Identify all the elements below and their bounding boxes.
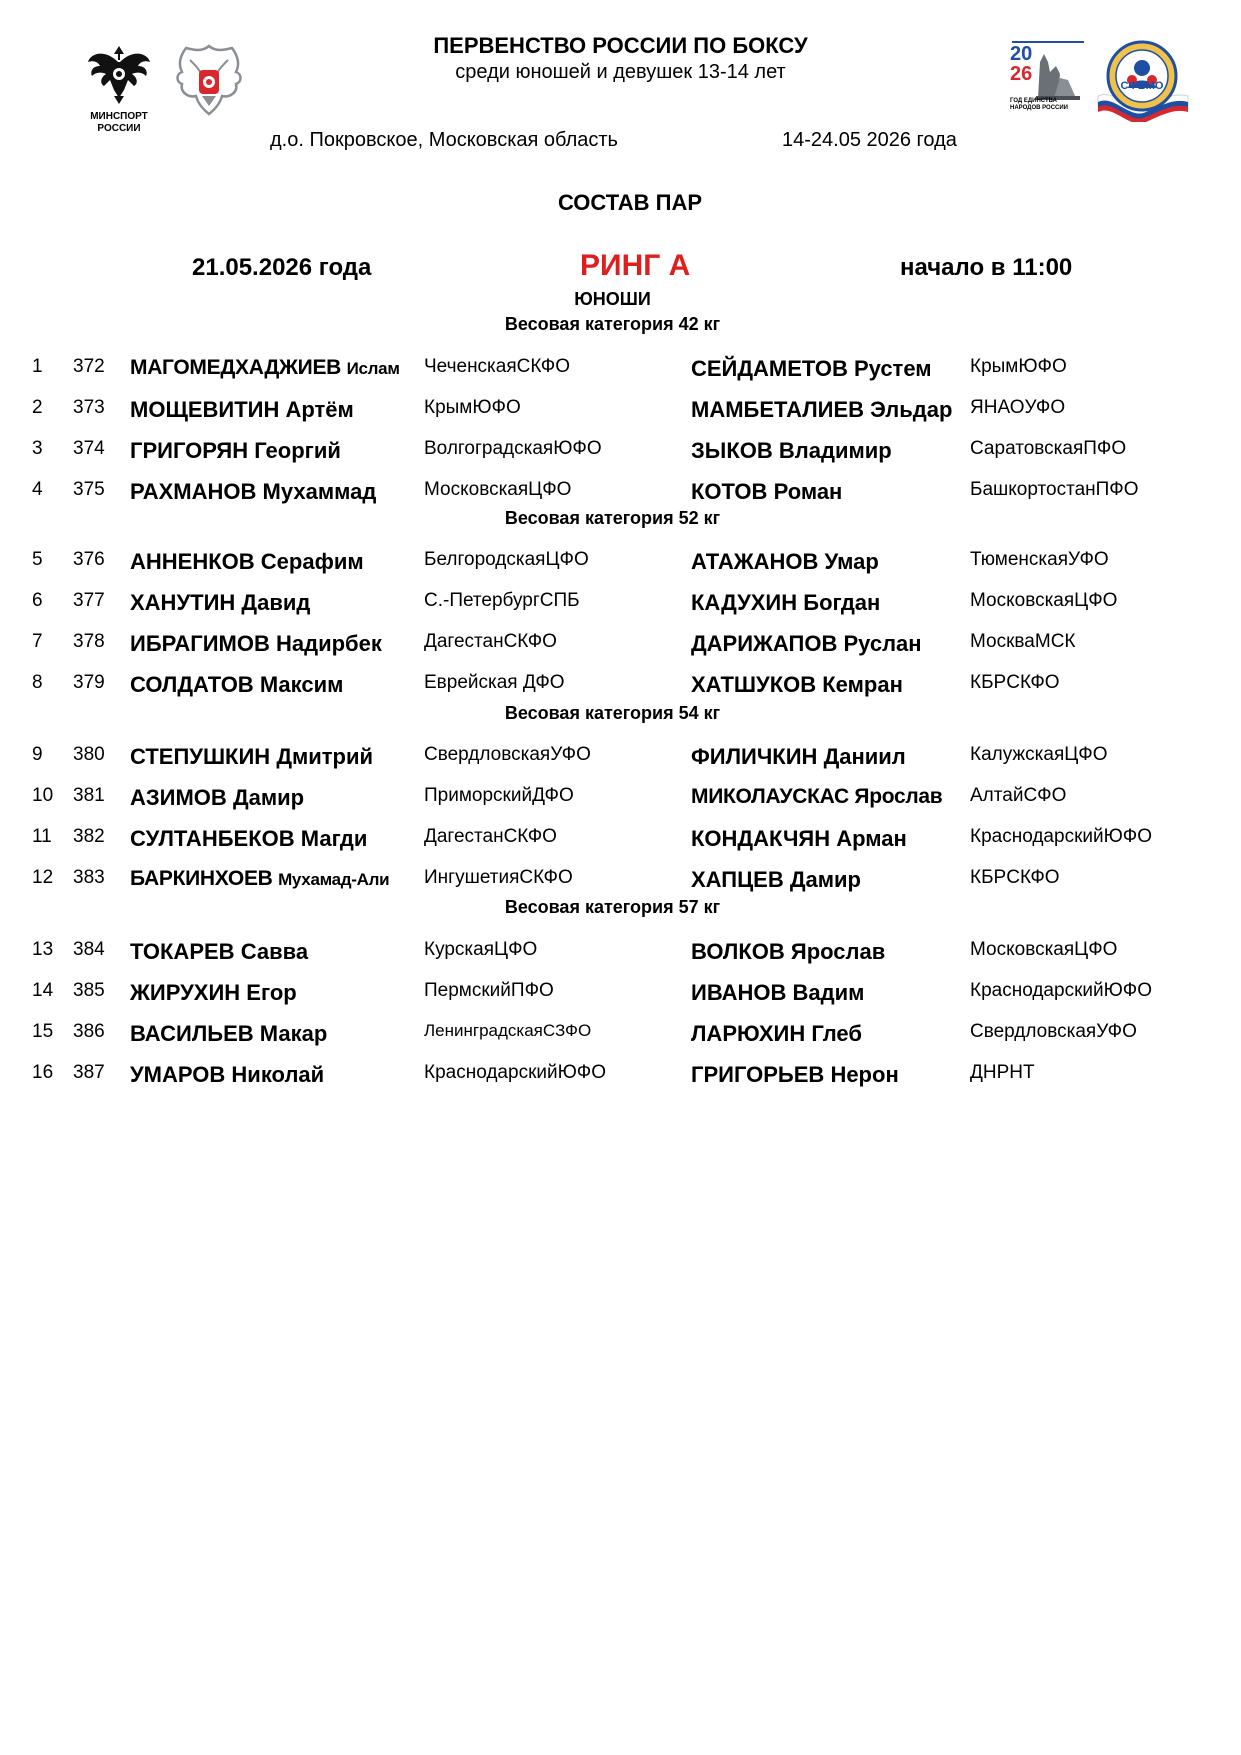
boxer2-firstname: Ярослав [790, 939, 886, 964]
boxer1-surname: УМАРОВ [130, 1062, 226, 1087]
boxer2-region [970, 590, 1117, 612]
boxer2-district: НТ [1009, 1062, 1035, 1083]
bout-row [0, 867, 1241, 897]
boxer2-region-name: Крым [970, 356, 1019, 377]
bout-number: 12 [32, 867, 54, 888]
boxer1-surname: МОЩЕВИТИН [130, 397, 280, 422]
boxer1-firstname: Савва [240, 939, 309, 964]
boxer2-region-name: КБР [970, 672, 1007, 693]
boxer1-region [424, 826, 557, 848]
boxer1-region-name: Еврейская [424, 672, 518, 693]
boxer2-name [691, 438, 892, 464]
boxer1-surname: ВАСИЛЬЕВ [130, 1021, 254, 1046]
boxer2-name [691, 1021, 862, 1047]
boxer2-name [691, 1062, 899, 1088]
boxer1-region-name: Дагестан [424, 631, 504, 652]
boxer1-name [130, 826, 367, 852]
boxer2-region-name: ЯНАО [970, 397, 1025, 418]
boxer2-district: ЮФО [1103, 826, 1153, 847]
bout-id: 376 [73, 549, 105, 570]
boxer2-region [970, 744, 1108, 766]
boxer1-region [424, 438, 602, 460]
boxer1-surname: ГРИГОРЯН [130, 438, 249, 463]
bout-number: 1 [32, 356, 43, 377]
boxer2-region-name: Москва [970, 631, 1035, 652]
boxer2-district: СФО [1023, 785, 1067, 806]
boxer1-firstname: Николай [231, 1062, 325, 1087]
boxer1-name [130, 1021, 327, 1047]
bout-id: 384 [73, 939, 105, 960]
boxer2-surname: МИКОЛАУСКАС [691, 785, 849, 808]
boxer2-district: ПФО [1095, 479, 1139, 500]
boxer1-surname: РАХМАНОВ [130, 479, 257, 504]
ring-label: РИНГ А [580, 249, 691, 282]
boxer2-firstname: Рустем [853, 356, 932, 381]
bout-number: 13 [32, 939, 54, 960]
bout-id: 374 [73, 438, 105, 459]
federation-abbr: СФБМО [1120, 80, 1164, 92]
boxer1-firstname: Надирбек [276, 631, 382, 656]
boxer2-firstname: Ярослав [854, 785, 943, 808]
bout-row [0, 631, 1241, 661]
boxer2-surname: КОНДАКЧЯН [691, 826, 831, 851]
boxer2-name [691, 397, 952, 423]
boxer2-region-name: Свердловская [970, 1021, 1097, 1042]
boxer1-surname: СУЛТАНБЕКОВ [130, 826, 295, 851]
boxer2-region [970, 1021, 1137, 1043]
boxer2-region [970, 479, 1139, 501]
boxer1-region-name: Пермский [424, 980, 511, 1001]
boxer1-region [424, 479, 571, 501]
boxer2-name [691, 356, 932, 382]
boxer2-region-name: Тюменская [970, 549, 1069, 570]
boxer1-district: ПФО [510, 980, 554, 1001]
bout-row [0, 1062, 1241, 1092]
boxer1-region [424, 867, 573, 889]
boxer2-surname: ДАРИЖАПОВ [691, 631, 838, 656]
boxer1-surname: СОЛДАТОВ [130, 672, 254, 697]
boxer2-region-name: Краснодарский [970, 980, 1104, 1001]
bout-number: 4 [32, 479, 43, 500]
boxer2-firstname: Эльдар [870, 397, 953, 422]
bout-row [0, 785, 1241, 815]
boxer1-name [130, 744, 373, 770]
year-caption-line2: НАРОДОВ РОССИИ [1010, 105, 1068, 111]
boxer2-region [970, 1062, 1035, 1084]
bout-number: 16 [32, 1062, 54, 1083]
bout-id: 385 [73, 980, 105, 1001]
boxer1-name [130, 356, 400, 380]
boxer2-region-name: Московская [970, 590, 1075, 611]
minsport-text-line2: РОССИИ [97, 123, 141, 134]
boxer1-surname: ТОКАРЕВ [130, 939, 235, 964]
boxer2-firstname: Богдан [803, 590, 881, 615]
bout-number: 15 [32, 1021, 54, 1042]
bout-number: 7 [32, 631, 43, 652]
boxer2-surname: ВОЛКОВ [691, 939, 785, 964]
boxer2-name [691, 785, 942, 809]
bout-id: 375 [73, 479, 105, 500]
boxer1-region-name: Волгоградская [424, 438, 554, 459]
boxer1-region-name: Свердловская [424, 744, 551, 765]
boxer1-name [130, 479, 376, 505]
boxer1-district: УФО [550, 744, 591, 765]
boxer1-name [130, 590, 310, 616]
boxer1-firstname: Максим [259, 672, 344, 697]
boxer1-name [130, 785, 304, 811]
bout-row [0, 939, 1241, 969]
boxer1-district: ЮФО [472, 397, 521, 418]
boxer2-surname: ФИЛИЧКИН [691, 744, 818, 769]
boxer2-firstname: Нерон [830, 1062, 899, 1087]
boxer1-name [130, 1062, 324, 1088]
weight-category-title: Весовая категория 57 кг [504, 897, 721, 917]
boxer1-firstname: Мухамад-Али [278, 870, 390, 889]
boxer1-firstname: Магди [300, 826, 368, 851]
boxer2-region [970, 356, 1067, 378]
boxer1-name [130, 438, 341, 464]
boxer1-name [130, 980, 297, 1006]
boxer1-district: СКФО [519, 867, 573, 888]
boxer1-surname: АЗИМОВ [130, 785, 227, 810]
boxer1-name [130, 939, 308, 965]
bout-row [0, 826, 1241, 856]
boxer2-surname: МАМБЕТАЛИЕВ [691, 397, 865, 422]
boxer2-region-name: Краснодарский [970, 826, 1104, 847]
boxer1-firstname: Макар [259, 1021, 328, 1046]
boxer1-surname: МАГОМЕДХАДЖИЕВ [130, 356, 342, 379]
boxer2-district: ЦФО [1064, 744, 1108, 765]
boxer1-district: ЦФО [545, 549, 589, 570]
venue: д.о. Покровское, Московская область [270, 129, 618, 151]
boxer2-name [691, 549, 879, 575]
event-title: ПЕРВЕНСТВО РОССИИ ПО БОКСУ [433, 33, 808, 58]
boxer2-surname: ГРИГОРЬЕВ [691, 1062, 825, 1087]
boxer1-firstname: Ислам [346, 359, 400, 378]
bout-date: 21.05.2026 года [192, 254, 372, 281]
bout-id: 380 [73, 744, 105, 765]
boxer1-district: ЮФО [553, 438, 602, 459]
boxer2-firstname: Руслан [843, 631, 922, 656]
boxer2-region-name: КБР [970, 867, 1007, 888]
boxer1-region-name: Крым [424, 397, 473, 418]
bout-number: 2 [32, 397, 43, 418]
boxer2-district: СКФО [1006, 672, 1060, 693]
boxer2-firstname: Вадим [792, 980, 865, 1005]
year-number-bottom: 26 [1010, 63, 1033, 85]
boxer2-district: ЦФО [1074, 939, 1118, 960]
bout-row [0, 744, 1241, 774]
boxer2-district: УФО [1068, 549, 1109, 570]
boxer1-firstname: Серафим [260, 549, 364, 574]
bout-row [0, 980, 1241, 1010]
boxer1-region-name: Московская [424, 479, 529, 500]
bout-row [0, 549, 1241, 579]
boxer1-district: ДФО [532, 785, 574, 806]
minsport-text-line1: МИНСПОРТ [90, 111, 148, 122]
boxer1-surname: ЖИРУХИН [130, 980, 241, 1005]
boxer2-name [691, 672, 903, 698]
boxer2-firstname: Даниил [823, 744, 906, 769]
boxer1-region-name: Ленинградская [424, 1021, 543, 1040]
boxer2-surname: КОТОВ [691, 479, 768, 504]
boxer2-region-name: Алтай [970, 785, 1024, 806]
bout-row [0, 479, 1241, 509]
boxer2-surname: АТАЖАНОВ [691, 549, 819, 574]
boxer1-district: СПБ [539, 590, 580, 611]
bout-id: 381 [73, 785, 105, 806]
boxer2-firstname: Владимир [778, 438, 892, 463]
boxer1-district: СКФО [503, 826, 557, 847]
boxer2-region [970, 867, 1060, 889]
boxer2-surname: ИВАНОВ [691, 980, 787, 1005]
boxer2-name [691, 590, 880, 616]
boxer2-surname: ЛАРЮХИН [691, 1021, 806, 1046]
weight-category-title: Весовая категория 42 кг [504, 314, 721, 334]
boxer1-region [424, 672, 565, 694]
boxer2-firstname: Умар [824, 549, 879, 574]
boxer2-district: УФО [1024, 397, 1066, 418]
boxer1-region [424, 590, 580, 612]
boxer2-surname: ХАТШУКОВ [691, 672, 817, 697]
boxer2-name [691, 631, 922, 657]
boxer1-name [130, 867, 389, 891]
boxer1-firstname: Дамир [232, 785, 305, 810]
bout-row [0, 672, 1241, 702]
boxer2-district: УФО [1096, 1021, 1137, 1042]
boxer2-region [970, 980, 1152, 1002]
boxer1-region [424, 1021, 591, 1041]
bout-id: 373 [73, 397, 105, 418]
bout-row [0, 397, 1241, 427]
boxer1-firstname: Мухаммад [262, 479, 377, 504]
bout-row [0, 356, 1241, 386]
boxer2-firstname: Роман [773, 479, 843, 504]
boxer1-region [424, 785, 574, 807]
bout-number: 9 [32, 744, 43, 765]
boxer2-firstname: Арман [836, 826, 907, 851]
boxer2-district: ЮФО [1103, 980, 1153, 1001]
boxer2-region-name: Московская [970, 939, 1075, 960]
bout-row [0, 438, 1241, 468]
boxer2-region-name: ДНР [970, 1062, 1010, 1083]
boxer1-firstname: Давид [241, 590, 311, 615]
bout-id: 379 [73, 672, 105, 693]
boxer1-region-name: Курская [424, 939, 495, 960]
bout-id: 386 [73, 1021, 105, 1042]
boxer2-district: ЦФО [1074, 590, 1118, 611]
boxer2-name [691, 744, 906, 770]
boxer1-region [424, 397, 521, 419]
bout-row [0, 590, 1241, 620]
boxer1-district: ЦФО [494, 939, 538, 960]
boxer1-region [424, 356, 570, 378]
boxer2-district: МСК [1034, 631, 1076, 652]
boxer1-surname: БАРКИНХОЕВ [130, 867, 273, 890]
boxer2-region [970, 939, 1117, 961]
boxer1-surname: ИБРАГИМОВ [130, 631, 270, 656]
boxer1-name [130, 672, 343, 698]
bout-row [0, 1021, 1241, 1051]
boxer2-firstname: Кемран [822, 672, 903, 697]
boxer2-name [691, 479, 842, 505]
year-number-top: 20 [1010, 43, 1033, 65]
bout-number: 3 [32, 438, 43, 459]
boxer1-surname: ХАНУТИН [130, 590, 236, 615]
bout-id: 372 [73, 356, 105, 377]
boxer2-name [691, 867, 861, 893]
boxer1-region [424, 980, 554, 1002]
bout-id: 378 [73, 631, 105, 652]
boxer1-region-name: Ингушетия [424, 867, 520, 888]
boxer2-region-name: Калужская [970, 744, 1065, 765]
bout-id: 382 [73, 826, 105, 847]
bout-number: 5 [32, 549, 43, 570]
year-caption-line1: ГОД ЕДИНСТВА [1010, 98, 1057, 104]
bout-number: 8 [32, 672, 43, 693]
boxer1-district: СКФО [516, 356, 571, 377]
boxer1-firstname: Егор [246, 980, 297, 1005]
bout-id: 377 [73, 590, 105, 611]
boxer1-name [130, 397, 354, 423]
boxer2-region [970, 631, 1076, 653]
boxer1-region-name: Белгородская [424, 549, 546, 570]
bout-number: 10 [32, 785, 54, 806]
boxer1-region-name: С.-Петербург [424, 590, 540, 611]
boxer1-region-name: Краснодарский [424, 1062, 558, 1083]
boxer2-surname: ЗЫКОВ [691, 438, 773, 463]
boxer1-region-name: Чеченская [424, 356, 517, 377]
boxer2-surname: ХАПЦЕВ [691, 867, 784, 892]
boxer2-district: СКФО [1006, 867, 1060, 888]
bout-number: 14 [32, 980, 54, 1001]
bout-id: 383 [73, 867, 105, 888]
boxer1-region-name: Дагестан [424, 826, 504, 847]
boxer1-district: СКФО [503, 631, 557, 652]
boxer2-name [691, 939, 885, 965]
boxer2-region-name: Саратовская [970, 438, 1084, 459]
boxer1-district: ЮФО [557, 1062, 607, 1083]
boxer2-region [970, 549, 1109, 571]
boxer1-surname: АННЕНКОВ [130, 549, 255, 574]
boxer1-region [424, 631, 557, 653]
boxer1-region [424, 939, 537, 961]
boxer2-district: ЮФО [1018, 356, 1067, 377]
group-label: ЮНОШИ [574, 289, 651, 309]
event-dates: 14-24.05 2026 года [782, 129, 957, 151]
boxer1-district: ДФО [522, 672, 565, 693]
event-subtitle: среди юношей и девушек 13-14 лет [455, 61, 786, 83]
boxer2-region [970, 438, 1126, 460]
boxer1-region-name: Приморский [424, 785, 533, 806]
document-title: СОСТАВ ПАР [557, 190, 703, 215]
bout-number: 11 [32, 826, 52, 847]
boxer1-district: СЗФО [542, 1021, 592, 1040]
weight-category-title: Весовая категория 52 кг [504, 508, 721, 528]
boxer1-district: ЦФО [528, 479, 572, 500]
boxer1-name [130, 631, 382, 657]
boxer2-region-name: Башкортостан [970, 479, 1096, 500]
boxer1-surname: СТЕПУШКИН [130, 744, 271, 769]
boxer2-name [691, 826, 907, 852]
boxer1-name [130, 549, 364, 575]
boxer1-region [424, 744, 591, 766]
boxer1-firstname: Артём [285, 397, 354, 422]
boxer2-region [970, 826, 1152, 848]
bout-number: 6 [32, 590, 43, 611]
boxer1-region [424, 549, 589, 571]
boxer2-firstname: Дамир [789, 867, 861, 892]
boxer2-surname: КАДУХИН [691, 590, 798, 615]
boxer2-region [970, 672, 1060, 694]
bout-id: 387 [73, 1062, 105, 1083]
boxer2-firstname: Глеб [811, 1021, 862, 1046]
weight-category-title: Весовая категория 54 кг [504, 703, 721, 723]
start-time: начало в 11:00 [900, 254, 1073, 281]
boxer2-district: ПФО [1083, 438, 1127, 459]
boxer2-region [970, 397, 1065, 419]
boxer2-name [691, 980, 864, 1006]
boxer2-surname: СЕЙДАМЕТОВ [691, 356, 848, 381]
boxer1-region [424, 1062, 606, 1084]
boxer1-firstname: Дмитрий [276, 744, 374, 769]
boxer1-firstname: Георгий [254, 438, 341, 463]
boxer2-region [970, 785, 1066, 807]
